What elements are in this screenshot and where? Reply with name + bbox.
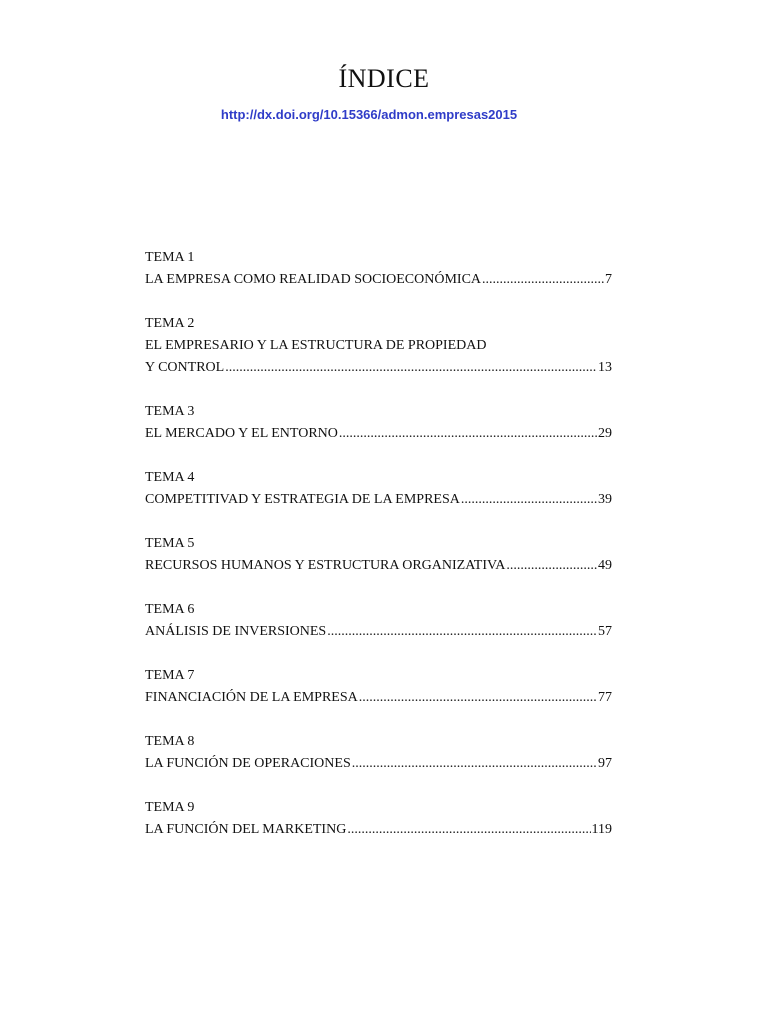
toc-title-line[interactable] — [145, 621, 612, 643]
toc-page-number: 97 — [598, 756, 612, 771]
toc-page-number: 119 — [591, 822, 612, 837]
toc-entry-tema-5 — [145, 533, 612, 577]
toc-title-line[interactable] — [145, 819, 612, 841]
toc-page-number: 39 — [598, 492, 612, 507]
page-title: ÍNDICE — [338, 64, 430, 93]
toc-title: LA EMPRESA COMO REALIDAD SOCIOECONÓMICA — [145, 272, 482, 287]
toc-title-line[interactable] — [145, 687, 612, 709]
toc-tema-label: TEMA 7 — [145, 668, 195, 683]
toc-tema-label: TEMA 9 — [145, 800, 195, 815]
dot-leader — [339, 423, 597, 445]
toc-page-number: 29 — [598, 426, 612, 441]
toc-entry-tema-9 — [145, 797, 612, 841]
toc-title-line[interactable] — [145, 357, 612, 379]
toc-title: EL MERCADO Y EL ENTORNO — [145, 426, 338, 441]
toc-entry-tema-4 — [145, 467, 612, 511]
toc-title: ANÁLISIS DE INVERSIONES — [145, 624, 327, 639]
toc-tema-label: TEMA 3 — [145, 404, 195, 419]
toc-title: LA FUNCIÓN DE OPERACIONES — [145, 756, 351, 771]
toc-title: EL EMPRESARIO Y LA ESTRUCTURA DE PROPIEDAD — [145, 338, 487, 353]
dot-leader — [506, 555, 597, 577]
toc-page-number: 7 — [605, 272, 612, 287]
toc-title-line[interactable] — [145, 753, 612, 775]
toc-tema-label: TEMA 8 — [145, 734, 195, 749]
toc-title-line[interactable] — [145, 489, 612, 511]
toc-entry-tema-6 — [145, 599, 612, 643]
toc-title: COMPETITIVAD Y ESTRATEGIA DE LA EMPRESA — [145, 492, 460, 507]
toc-entry-tema-1 — [145, 247, 612, 291]
dot-leader — [352, 753, 597, 775]
toc-tema-label: TEMA 5 — [145, 536, 195, 551]
dot-leader — [327, 621, 597, 643]
toc-title-line[interactable] — [145, 269, 612, 291]
toc-page-number: 49 — [598, 558, 612, 573]
toc-title: RECURSOS HUMANOS Y ESTRUCTURA ORGANIZATIVA — [145, 558, 506, 573]
toc-title: LA FUNCIÓN DEL MARKETING — [145, 822, 347, 837]
toc-tema-label: TEMA 4 — [145, 470, 195, 485]
dot-leader — [359, 687, 597, 709]
dot-leader — [347, 819, 590, 841]
dot-leader — [461, 489, 597, 511]
toc-title-line[interactable] — [145, 555, 612, 577]
toc-title: FINANCIACIÓN DE LA EMPRESA — [145, 690, 358, 705]
toc-entry-tema-3 — [145, 401, 612, 445]
dot-leader — [225, 357, 597, 379]
toc-page-number: 77 — [598, 690, 612, 705]
toc-tema-label: TEMA 2 — [145, 316, 195, 331]
toc-entry-tema-8 — [145, 731, 612, 775]
table-of-contents — [145, 247, 612, 863]
doi-link[interactable]: http://dx.doi.org/10.15366/admon.empresas2015 — [220, 107, 518, 122]
toc-title-continuation: Y CONTROL — [145, 360, 225, 375]
toc-entry-tema-7 — [145, 665, 612, 709]
toc-tema-label: TEMA 6 — [145, 602, 195, 617]
toc-tema-label: TEMA 1 — [145, 250, 195, 265]
dot-leader — [482, 269, 604, 291]
toc-page-number: 57 — [598, 624, 612, 639]
toc-title-line[interactable] — [145, 423, 612, 445]
toc-page-number: 13 — [598, 360, 612, 375]
toc-entry-tema-2 — [145, 313, 612, 379]
